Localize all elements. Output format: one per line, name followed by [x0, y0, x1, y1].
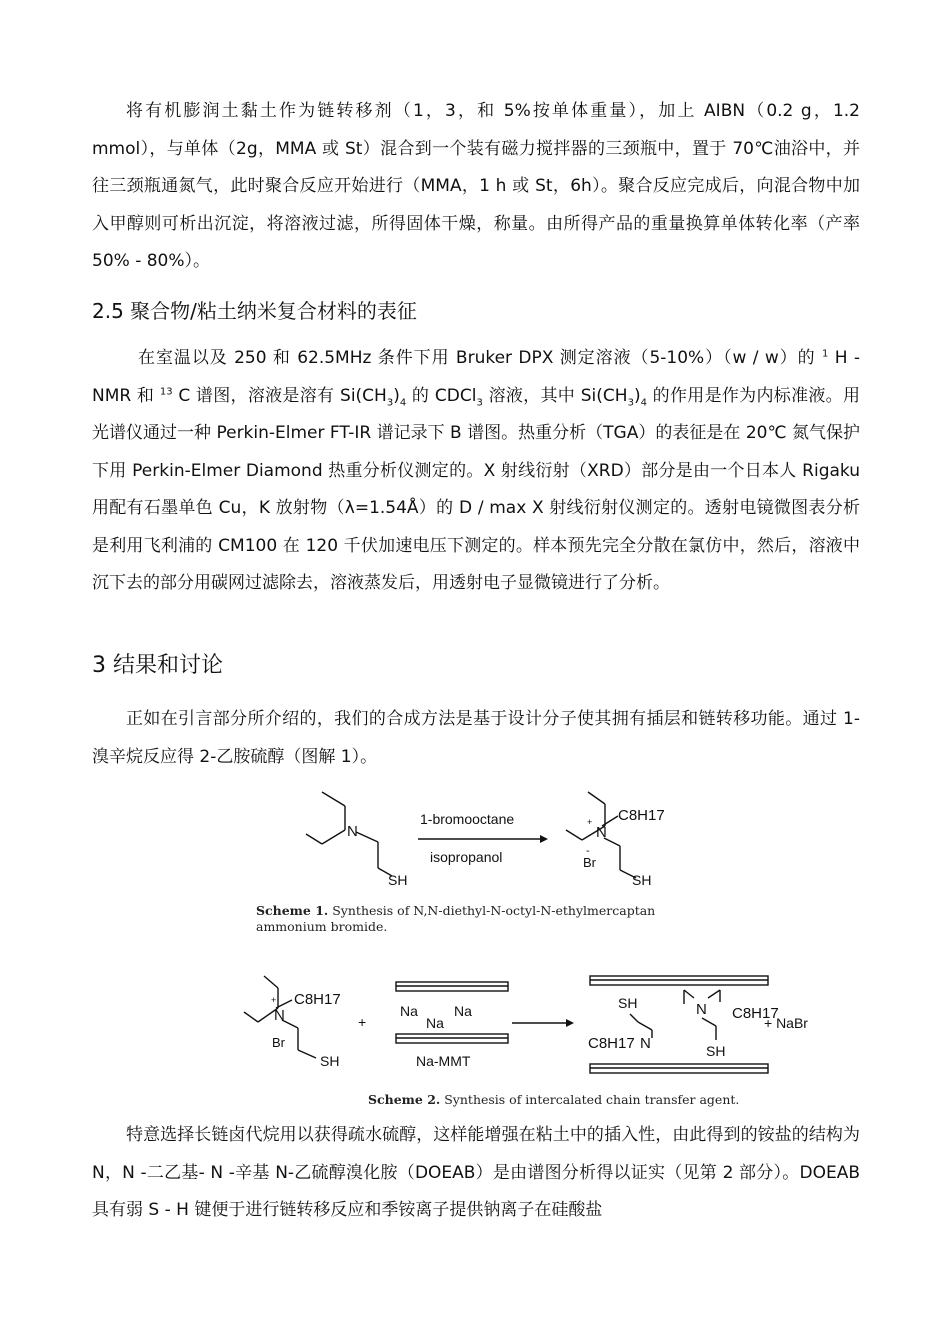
sodium-bromide-byproduct: + NaBr — [764, 1015, 808, 1031]
bromide-label: Br — [583, 855, 596, 870]
subscript: 3 — [627, 396, 634, 408]
reaction-arrowhead — [540, 835, 548, 843]
reaction-arrowhead — [566, 1019, 574, 1027]
subscript: 4 — [399, 396, 407, 408]
subscript: 3 — [476, 396, 483, 408]
product-sh-label-bottom: SH — [706, 1043, 726, 1059]
subscript: 3 — [386, 396, 394, 408]
scheme-1-reaction-diagram — [300, 782, 700, 894]
octyl-group-label: C8H17 — [294, 991, 341, 1008]
text-run: 的作用是作为内标准液。用光谱仪通过一种 Perkin-Elmer FT-IR 谱记录下 B 谱图。热重分析（TGA）的表征是在 20℃ 氮气保护下用 Perkin-Elmer Diamond 热重分析仪测定的。X 射线衍射（XRD）部分是由一个日本人 Rigaku 用配有石墨单色 Cu，K 放射物（λ=1.54Å）的 D / max X 射线衍射仪测定的。透射电镜微图表分析是利用飞利浦的 CM100 在 120 千伏加速电压下测定的。样本预先完全分散在氯仿中，然后，溶液中沉下去的部分用碳网过滤除去，溶液蒸发后，用透射电子显微镜进行了分析。 — [92, 385, 860, 593]
positive-charge-label: + — [587, 817, 593, 827]
scheme-2-caption — [368, 1092, 788, 1108]
section-heading-3: 3 结果和讨论 — [92, 653, 223, 678]
paragraph-doeab-discussion: 特意选择长链卤代烷用以获得疏水硫醇，这样能增强在粘土中的插入性，由此得到的铵盐的结构为 N，N -二乙基- N -辛基 N-乙硫醇溴化胺（DOEAB）是由谱图分析得以证实（见第 2 部分）。DOEAB 具有弱 S - H 键便于进行链转移反应和季铵离子提供钠离子在硅酸盐 — [92, 1125, 860, 1220]
paragraph-polymerization-procedure: 将有机膨润土黏土作为链转移剂（1，3，和 5%按单体重量），加上 AIBN（0.2 g，1.2 mmol），与单体（2g，MMA 或 St）混合到一个装有磁力搅拌器的三颈瓶中，置于 70℃油浴中，并往三颈瓶通氮气，此时聚合反应开始进行（MMA，1 h 或 St，6h）。聚合反应完成后，向混合物中加入甲醇则可析出沉淀，将溶液过滤，所得固体干燥，称量。由所得产品的重量换算单体转化率（产率 50% - 80%）。 — [92, 101, 860, 271]
paragraph-characterization — [92, 340, 860, 603]
subscript: 4 — [640, 396, 647, 408]
text-run: 溶液，其中 Si(CH — [482, 385, 628, 406]
product-sh-label-top: SH — [618, 995, 638, 1011]
text-run: ) — [633, 385, 641, 406]
superscript: 13 — [159, 385, 173, 397]
product-octyl-label-right: C8H17 — [732, 1005, 779, 1022]
reactant-nitrogen-label: N — [347, 823, 358, 840]
caption-text: Synthesis of N,N-diethyl-N-octyl-N-ethylmercaptan ammonium bromide. — [256, 903, 656, 934]
plus-operator: + — [358, 1014, 367, 1030]
text-run: H - NMR 和 — [92, 348, 860, 406]
reactant-sh-label: SH — [388, 872, 408, 888]
text-run: 的 CDCl — [406, 385, 477, 406]
sodium-ion-label: Na — [426, 1015, 444, 1031]
product-sh-label: SH — [632, 872, 652, 888]
sh-label: SH — [320, 1053, 340, 1069]
reagent-label: 1-bromooctane — [420, 811, 515, 827]
nitrogen-label: N — [274, 1007, 285, 1024]
product-nitrogen-label-lower: N — [640, 1035, 651, 1052]
text-run: C 谱图，溶液是溶有 Si(CH — [172, 385, 387, 406]
product-octyl-label-left: C8H17 — [588, 1035, 635, 1052]
text-run: 在室温以及 250 和 62.5MHz 条件下用 Bruker DPX 测定溶液（5-10%）（w / w）的 — [138, 348, 822, 368]
scheme-1-caption — [256, 903, 726, 935]
sodium-ion-label: Na — [400, 1003, 418, 1019]
sodium-ion-label: Na — [454, 1003, 472, 1019]
positive-charge-label: + — [271, 995, 277, 1005]
text-run: ) — [393, 385, 400, 406]
octyl-group-label: C8H17 — [618, 807, 665, 824]
section-heading-2-5: 2.5 聚合物/粘土纳米复合材料的表征 — [92, 299, 417, 323]
clay-label: Na-MMT — [416, 1053, 471, 1069]
caption-label: Scheme 1. — [256, 903, 329, 918]
superscript: 1 — [821, 348, 829, 360]
paragraph-results-intro: 正如在引言部分所介绍的，我们的合成方法是基于设计分子使其拥有插层和链转移功能。通过 1-溴辛烷反应得 2-乙胺硫醇（图解 1）。 — [92, 709, 860, 767]
caption-text: Synthesis of intercalated chain transfer agent. — [440, 1092, 740, 1107]
product-nitrogen-label: N — [596, 824, 607, 841]
negative-charge-label: - — [586, 845, 590, 857]
scheme-2-intercalation-diagram — [236, 968, 836, 1080]
caption-label: Scheme 2. — [368, 1092, 441, 1107]
solvent-label: isopropanol — [430, 849, 503, 865]
bromide-label: Br — [272, 1035, 285, 1050]
product-nitrogen-label-upper: N — [696, 1001, 707, 1018]
